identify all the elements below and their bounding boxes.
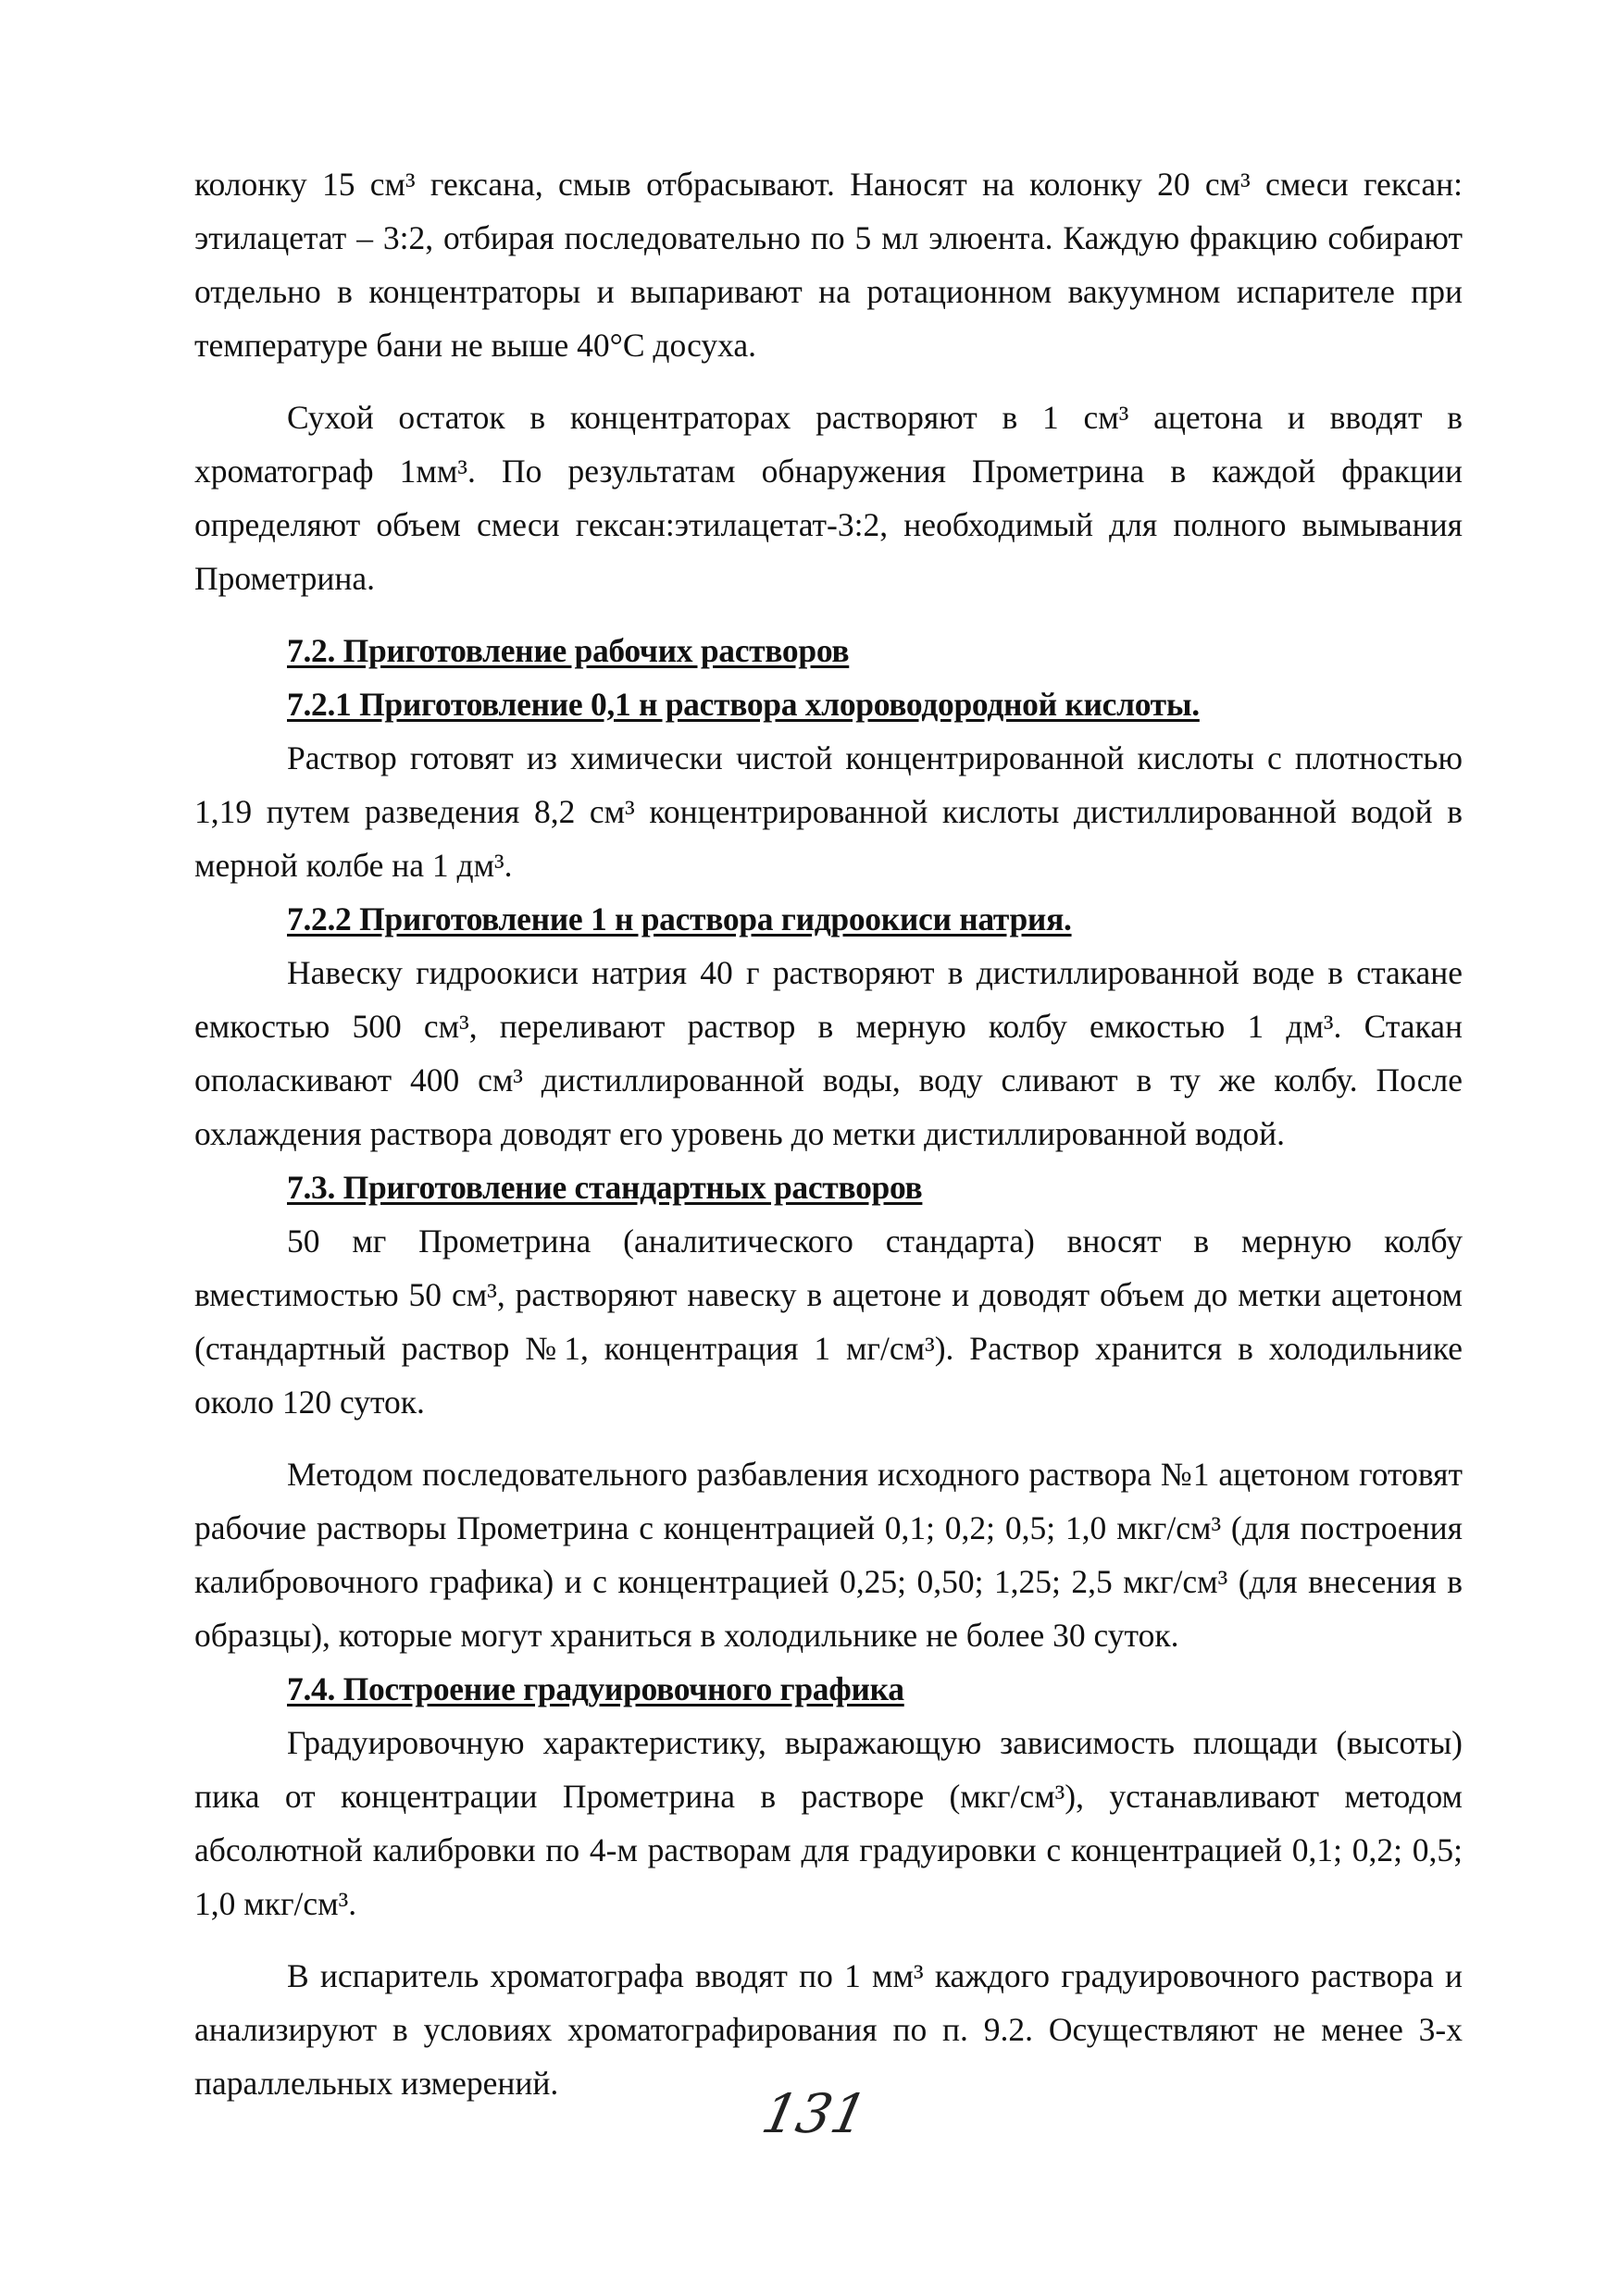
paragraph-column-washing: колонку 15 см³ гексана, смыв отбрасывают. Наносят на колонку 20 см³ смеси гексан: этилацетат – 3:2, отбирая последовательно по 5 мл элюента. Каждую фракцию собирают отдельно в концентраторы и выпаривают на ротационном вакуумном испарителе при температуре бани не выше 40°С досуха. — [194, 166, 1463, 364]
paragraph-naoh-preparation: Навеску гидроокиси натрия 40 г растворяют в дистиллированной воде в стакане емкостью 500 см³, переливают раствор в мерную колбу емкостью 1 дм³. Стакан ополаскивают 400 см³ дистиллированной воды, воду сливают в ту же колбу. После охлаждения раствора доводят его уровень до метки дистиллированной водой. — [194, 954, 1463, 1152]
paragraph-dry-residue: Сухой остаток в концентраторах растворяют в 1 см³ ацетона и вводят в хроматограф 1мм³. По результатам обнаружения Прометрина в каждой фракции определяют объем смеси гексан:этилацетат-3:2, необходимый для полного вымывания Прометрина. — [194, 399, 1463, 597]
heading-7-2-2-naoh-solution: 7.2.2 Приготовление 1 н раствора гидроокиси натрия. — [287, 900, 1072, 937]
heading-7-3-standard-solutions: 7.3. Приготовление стандартных растворов — [287, 1169, 923, 1206]
paragraph-serial-dilution: Методом последовательного разбавления исходного раствора №1 ацетоном готовят рабочие растворы Прометрина с концентрацией 0,1; 0,2; 0,5; 1,0 мкг/см³ (для построения калибровочного графика) и с концентрацией 0,25; 0,50; 1,25; 2,5 мкг/см³ (для внесения в образцы), которые могут храниться в холодильнике не более 30 суток. — [194, 1456, 1463, 1654]
heading-7-4-calibration-graph: 7.4. Построение градуировочного графика — [287, 1670, 904, 1707]
heading-7-2-working-solutions: 7.2. Приготовление рабочих растворов — [287, 632, 850, 669]
paragraph-calibration-characteristic: Градуировочную характеристику, выражающую зависимость площади (высоты) пика от концентрации Прометрина в растворе (мкг/см³), устанавливают методом абсолютной калибровки по 4-м растворам для градуировки с концентрацией 0,1; 0,2; 0,5; 1,0 мкг/см³. — [194, 1724, 1463, 1922]
paragraph-injection-measurement: В испаритель хроматографа вводят по 1 мм³ каждого градуировочного раствора и анализируют в условиях хроматографирования по п. 9.2. Осуществляют не менее 3-х параллельных измерений. — [194, 1957, 1463, 2102]
paragraph-hcl-preparation: Раствор готовят из химически чистой концентрированной кислоты с плотностью 1,19 путем разведения 8,2 см³ концентрированной кислоты дистиллированной водой в мерной колбе на 1 дм³. — [194, 739, 1463, 884]
paragraph-standard-solution-1: 50 мг Прометрина (аналитического стандарта) вносят в мерную колбу вместимостью 50 см³, растворяют навеску в ацетоне и доводят объем до метки ацетоном (стандартный раствор №1, концентрация 1 мг/см³). Раствор хранится в холодильнике около 120 суток. — [194, 1222, 1463, 1421]
document-page — [194, 157, 1463, 2110]
heading-7-2-1-hcl-solution: 7.2.1 Приготовление 0,1 н раствора хлороводородной кислоты. — [287, 686, 1200, 723]
page-number: 131 — [756, 2082, 873, 2145]
